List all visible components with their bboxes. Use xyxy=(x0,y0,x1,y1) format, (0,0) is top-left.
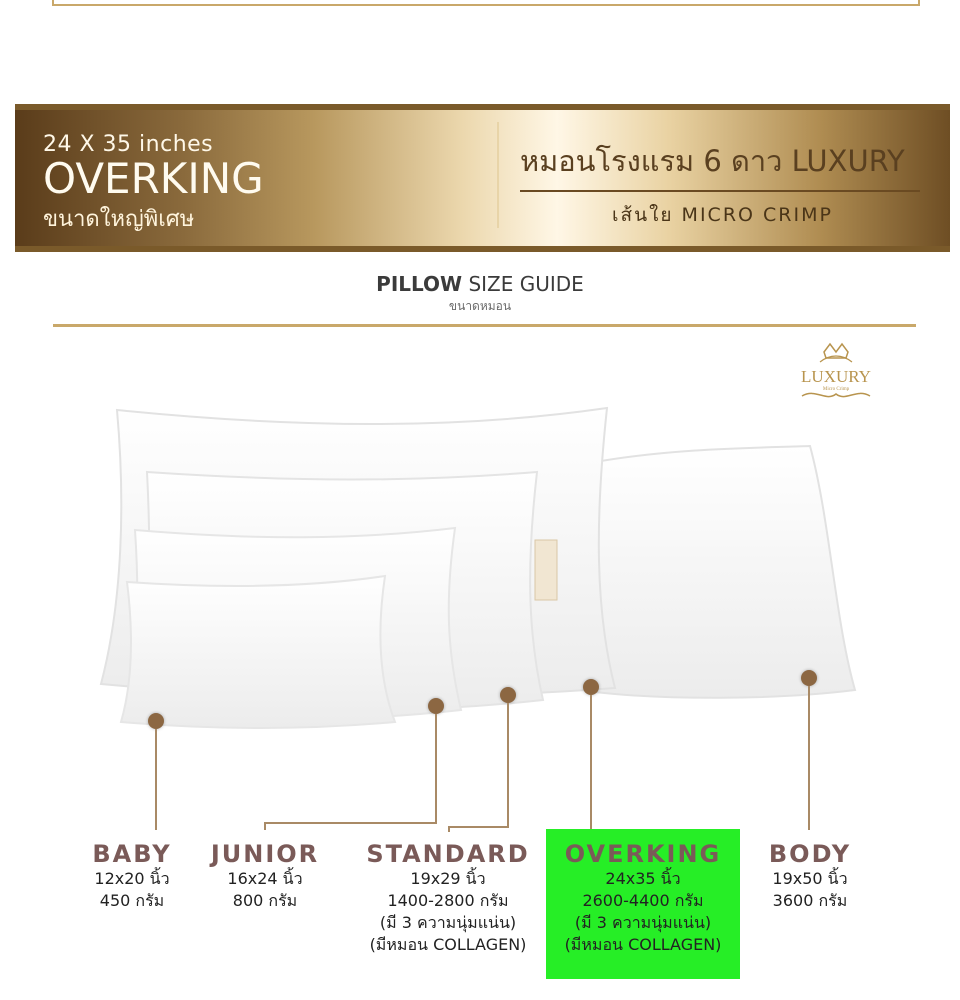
banner-model-name: OVERKING xyxy=(43,154,264,203)
size-dims: 24x35 นิ้ว xyxy=(605,869,681,888)
banner-subline: เส้นใย MICRO CRIMP xyxy=(612,204,833,226)
baby-leader-line xyxy=(155,729,157,830)
junior-leader-drop xyxy=(264,822,266,830)
banner-size-thai: ขนาดใหญ่พิเศษ xyxy=(43,207,195,232)
size-item-baby xyxy=(72,840,192,912)
luxury-logo xyxy=(790,340,882,406)
size-guide-title-bold: PILLOW xyxy=(376,272,463,296)
size-weight: 450 กรัม xyxy=(99,891,165,910)
standard-leader-line xyxy=(507,703,509,828)
product-banner xyxy=(15,104,950,252)
size-guide-title-rest: SIZE GUIDE xyxy=(468,272,584,296)
size-note-collagen: (มีหมอน COLLAGEN) xyxy=(564,935,722,954)
banner-size-inches: 24 X 35 inches xyxy=(43,132,214,157)
size-weight: 3600 กรัม xyxy=(772,891,848,910)
standard-leader-elbow xyxy=(448,826,509,828)
size-name: BODY xyxy=(768,840,852,868)
junior-leader-elbow xyxy=(264,822,437,824)
banner-left-block xyxy=(43,132,483,236)
size-name: JUNIOR xyxy=(210,840,320,868)
body-pillow xyxy=(595,446,855,698)
size-guide-title xyxy=(0,272,960,296)
size-name: OVERKING xyxy=(564,840,722,868)
size-note-firmness: (มี 3 ความนุ่มแน่น) xyxy=(379,913,517,932)
size-item-overking xyxy=(553,840,733,956)
banner-headline-rule xyxy=(520,190,920,192)
junior-marker-dot xyxy=(428,698,444,714)
logo-subtext: Micro Crimp xyxy=(822,387,850,392)
size-dims: 19x50 นิ้ว xyxy=(772,869,848,888)
size-note-collagen: (มีหมอน COLLAGEN) xyxy=(369,935,527,954)
baby-pillow xyxy=(121,576,395,728)
banner-right-block xyxy=(520,138,925,230)
size-dims: 16x24 นิ้ว xyxy=(227,869,303,888)
banner-divider xyxy=(497,122,499,228)
overking-leader-line xyxy=(590,695,592,830)
body-leader-line xyxy=(808,686,810,830)
banner-headline: หมอนโรงแรม 6 ดาว LUXURY xyxy=(520,144,905,178)
overking-marker-dot xyxy=(583,679,599,695)
size-name: STANDARD xyxy=(366,840,530,868)
size-note-firmness: (มี 3 ความนุ่มแน่น) xyxy=(574,913,712,932)
pillows-photo xyxy=(95,400,875,730)
size-item-junior xyxy=(200,840,330,912)
size-weight: 1400-2800 กรัม xyxy=(387,891,509,910)
size-weight: 2600-4400 กรัม xyxy=(582,891,704,910)
body-marker-dot xyxy=(801,670,817,686)
size-dims: 12x20 นิ้ว xyxy=(94,869,170,888)
size-guide-rule xyxy=(53,324,916,327)
size-dims: 19x29 นิ้ว xyxy=(410,869,486,888)
top-frame-edge xyxy=(52,0,920,6)
junior-leader-line xyxy=(435,714,437,824)
baby-marker-dot xyxy=(148,713,164,729)
size-item-standard xyxy=(358,840,538,956)
standard-leader-drop xyxy=(448,826,450,832)
size-name: BABY xyxy=(92,840,172,868)
size-item-body xyxy=(750,840,870,912)
pillow-tag xyxy=(535,540,557,600)
logo-text: LUXURY xyxy=(801,367,871,386)
size-weight: 800 กรัม xyxy=(232,891,298,910)
size-guide-subtitle: ขนาดหมอน xyxy=(448,299,512,313)
standard-marker-dot xyxy=(500,687,516,703)
